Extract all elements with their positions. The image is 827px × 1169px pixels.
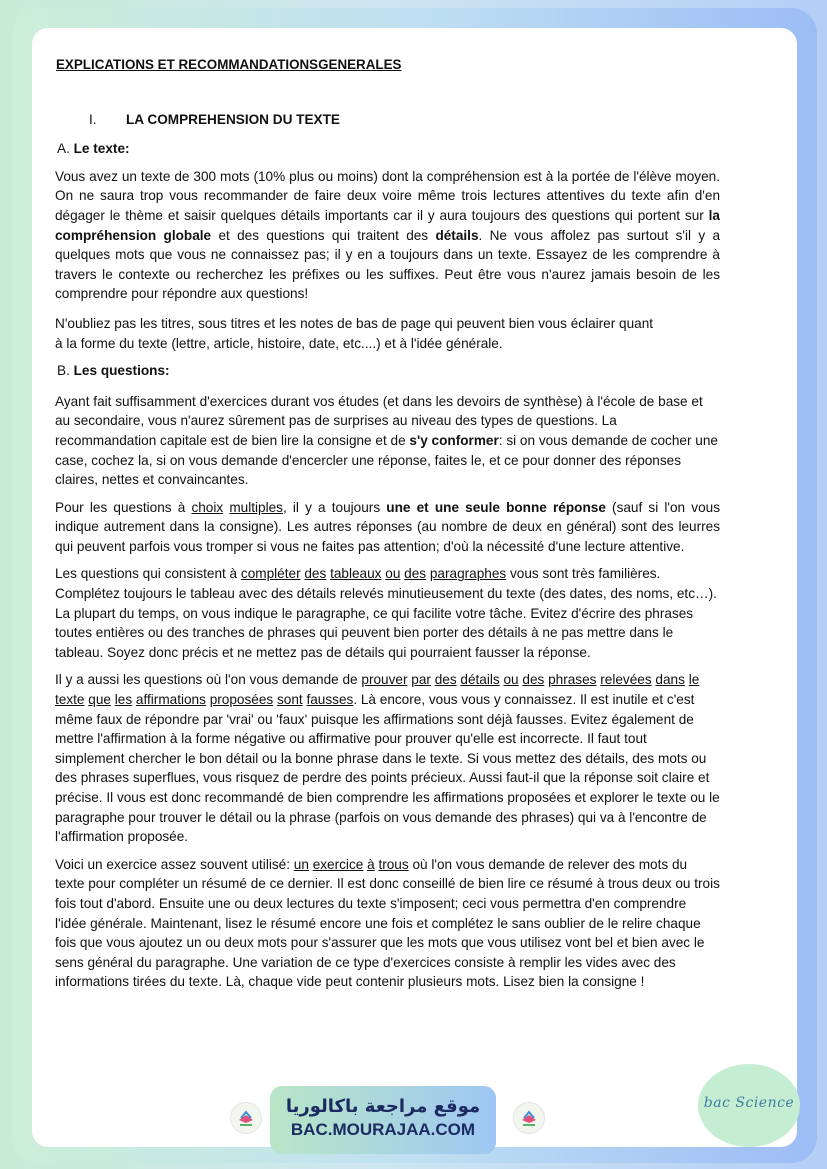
document-content [55,55,720,992]
paragraph-prove-false: Il y a aussi les questions où l'on vous demande de prouver par des détails ou des phrases relevées dans le texte que les affirmations proposées sont fausses. Là encore, vous vous y connaissez. Il est inutile et c'est même faux de répondre par 'vrai' ou 'faux' puisque les affirmations sont déjà fausses. Evitez également de mettre l'affirmation à la forme négative ou affirmative pour prouver qu'elle est incorrecte. Il faut tout simplement chercher le bon détail ou la bonne phrase dans le texte. Si vous mettez des détails, des mots ou des phrases superflues, vous risquez de perdre des points précieux. Aussi faut-il que la réponse soit claire et précise. Il vous est donc recommandé de bien comprendre les affirmations proposées et explorer le texte ou le paragraphe pour trouver le détail ou la phrase (parfois on vous demande des phrases) qui va à l'encontre de l'affirmation proposée. [55,672,720,845]
bac-science-label: bac Science [703,1095,795,1111]
paragraph-titles-notes: N'oubliez pas les titres, sous titres et les notes de bas de page qui peuvent bien vous éclairer quant à la forme du texte (lettre, article, histoire, date, etc....) et à l'idée générale. [55,315,654,351]
subsection-b-title: Les questions: [73,363,170,379]
section-number: I. [89,111,97,127]
footer-site-url[interactable]: BAC.MOURAJAA.COM [290,1120,476,1139]
subsection-b-heading [55,361,720,381]
paragraph-multiple-choice: Pour les questions à choix multiples, il y a toujours une et une seule bonne réponse (sauf si l'on vous indique autrement dans la consigne). Les autres réponses (au nombre de deux en général) sont des leurres qui peuvent parfois vous tromper si vous ne faites pas attention; d'où la nécessité d'une lecture attentive. [55,499,720,554]
site-footer-banner[interactable] [270,1086,496,1154]
site-logo-icon [230,1102,262,1134]
paragraph-tables: Les questions qui consistent à compléter des tableaux ou des paragraphes vous sont très familières. Complétez toujours le tableau avec des détails relevés minutieusement du texte (des dates, des noms, etc…). La plupart du temps, on vous indique le paragraphe, ce qui facilite votre tâche. Evitez d'écrire des phrases toutes entières ou des tranches de phrases qui peuvent bien porter des détails à ne pas mettre dans le tableau. Soyez donc précis et ne mettez pas de détails qui pourraient fausser la réponse. [55,566,717,660]
paragraph-questions-intro: Ayant fait suffisamment d'exercices durant vos études (et dans les devoirs de synthèse) à l'école de base et au secondaire, vous n'aurez sûrement pas de surprises au niveau des types de questions. La recommandation capitale est de bien lire la consigne et de s'y conformer: si on vous demande de cocher une case, cochez la, si on vous demande d'encercler une réponse, faites le, et ce pour donner des réponses claires, nettes et convaincantes. [55,393,718,488]
subsection-b-letter: B. [57,363,70,379]
subsection-a-heading [55,139,720,159]
section-heading [55,110,720,130]
subsection-a-letter: A. [57,141,70,157]
main-heading: EXPLICATIONS ET RECOMMANDATIONSGENERALES [56,57,402,72]
section-title: LA COMPREHENSION DU TEXTE [126,111,340,127]
footer-arabic-title: موقع مراجعة باكالوريا [285,1096,481,1117]
site-logo-icon-right [513,1102,545,1134]
bac-science-badge [698,1064,800,1147]
paragraph-gap-fill: Voici un exercice assez souvent utilisé: un exercice à trous où l'on vous demande de relever des mots du texte pour compléter un résumé de ce dernier. Il est donc conseillé de bien lire ce résumé à trous deux ou trois fois tout d'abord. Ensuite une ou deux lectures du texte s'imposent; ceci vous permettra d'en comprendre l'idée générale. Maintenant, lisez le résumé encore une fois et complétez le sans oublier de le relire chaque fois que vous ajoutez un ou deux mots pour s'assurer que les mots que vous utilisez vont bel et bien avec le sens général du paragraphe. Une variation de ce type d'exercices consiste à remplir les vides avec des informations tirées du texte. Là, chaque vide peut contenir plusieurs mots. Lisez bien la consigne ! [55,856,720,990]
subsection-a-title: Le texte: [73,141,130,157]
paragraph-text-reading: Vous avez un texte de 300 mots (10% plus ou moins) dont la compréhension est à la portée de l'élève moyen. On ne saura trop vous recommander de faire deux voire même trois lectures attentives du texte afin d'en dégager le thème et saisir quelques détails importants car il y aura toujours des questions qui portent sur la compréhension globale et des questions qui traitent des détails. Ne vous affolez pas surtout s'il y a quelques mots que vous ne connaissez pas; il y en a toujours dans un texte. Essayez de les comprendre à travers le contexte ou recherchez les préfixes ou les suffixes. Peut être vous n'aurez jamais besoin de les comprendre pour répondre aux questions! [55,168,721,302]
